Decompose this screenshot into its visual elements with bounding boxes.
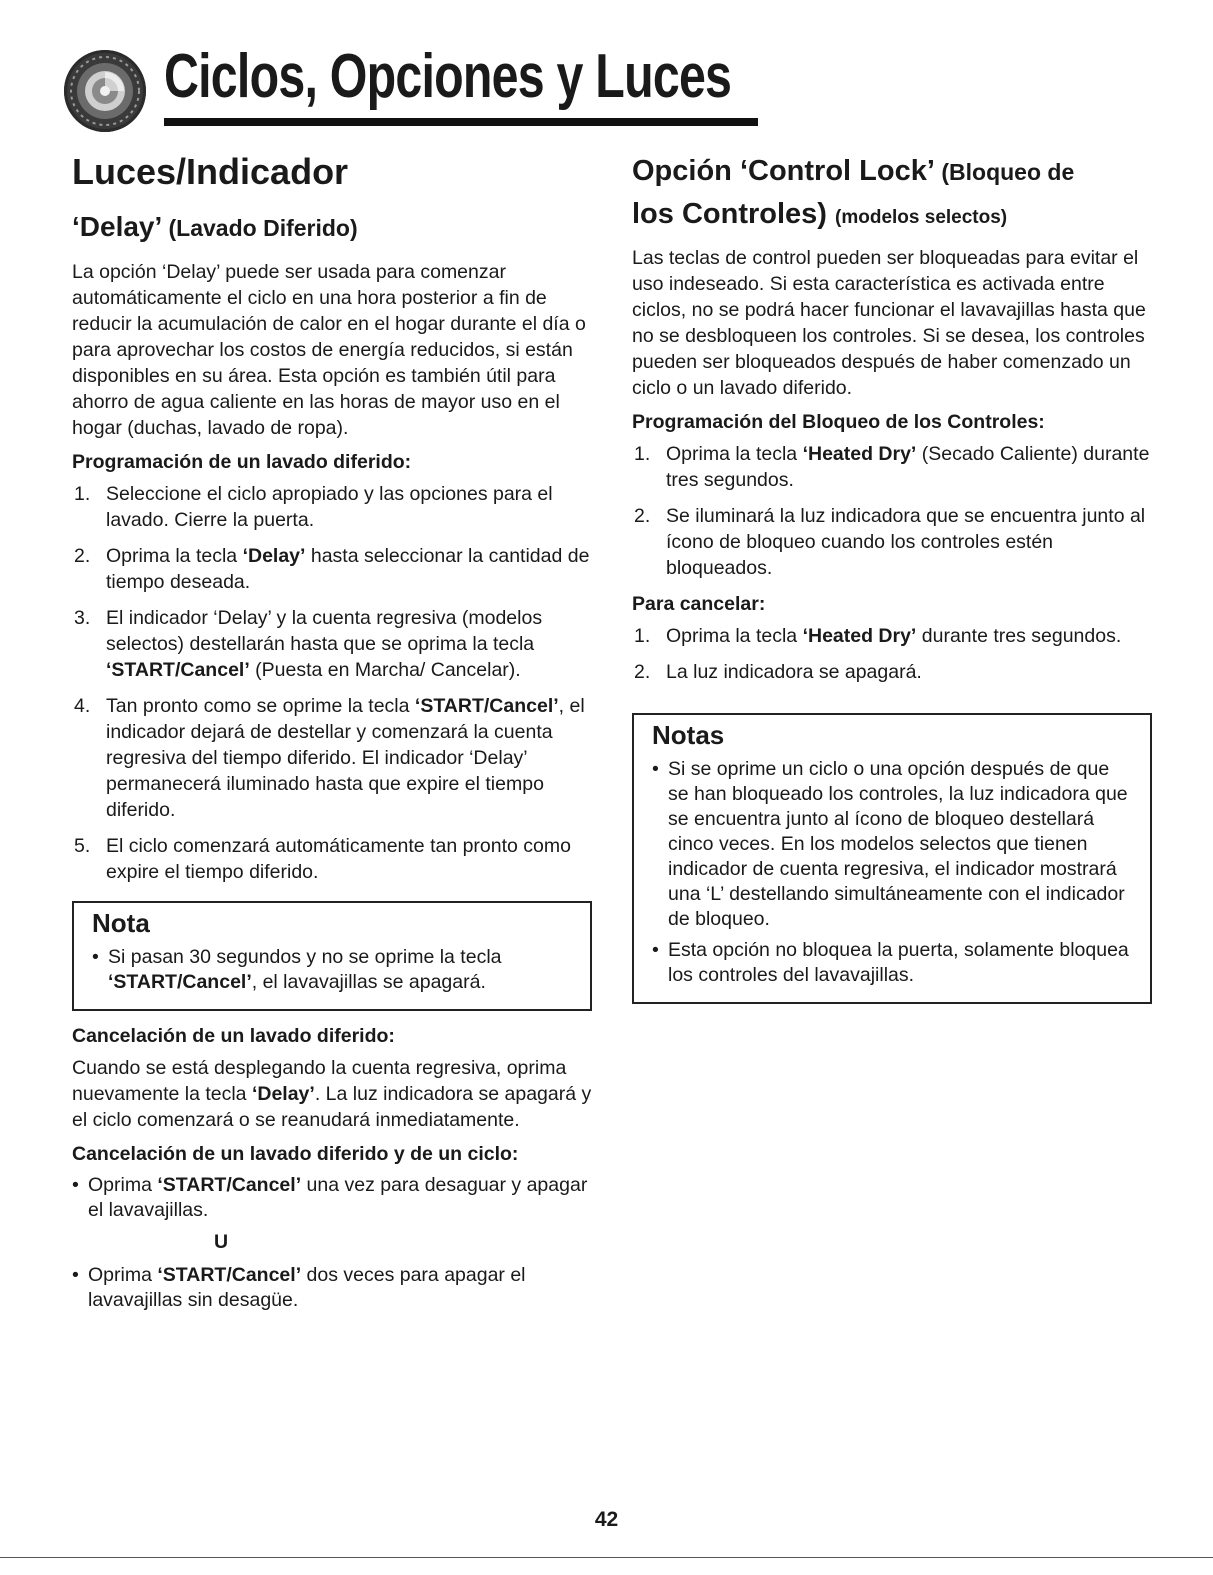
cancel-options-2 (72, 1263, 592, 1313)
control-lock-program-label: Programación del Bloqueo de los Controles: (632, 411, 1045, 433)
page-title: Ciclos, Opciones y Luces (164, 42, 732, 111)
step-item: 5. El ciclo comenzará automáticamente tan pronto como expire el tiempo diferido. (74, 835, 571, 883)
step-item: 2. Oprima la tecla ‘Delay’ hasta seleccionar la cantidad de tiempo deseada. (74, 545, 590, 593)
or-separator: U (214, 1231, 229, 1253)
delay-heading-main: ‘Delay’ (72, 211, 161, 242)
dishwasher-dial-icon (64, 50, 146, 132)
note-box (72, 901, 592, 1011)
control-lock-heading-paren: (Bloqueo de (941, 159, 1075, 185)
step-item: 3. El indicador ‘Delay’ y la cuenta regresiva (modelos selectos) destellarán hasta que se oprima la tecla ‘START/Cancel’ (Puesta en Marcha/ Cancelar). (74, 607, 543, 681)
delay-cancel-text: Cuando se está desplegando la cuenta regresiva, oprima nuevamente la tecla ‘Delay’. La luz indicadora se apagará y el ciclo comenzará o se reanudará inmediatamente. (72, 1057, 592, 1131)
right-column (632, 150, 1152, 1016)
step-item: 2. La luz indicadora se apagará. (634, 661, 922, 683)
bottom-rule (0, 1557, 1213, 1558)
notes-box (632, 713, 1152, 1004)
delay-cycle-cancel-label: Cancelación de un lavado diferido y de un ciclo: (72, 1143, 519, 1165)
control-lock-cancel-steps (632, 623, 1152, 685)
step-item: 1. Oprima la tecla ‘Heated Dry’ (Secado Caliente) durante tres segundos. (634, 443, 1150, 491)
delay-steps (72, 481, 592, 885)
control-lock-heading (632, 150, 1152, 239)
control-lock-heading-line2: los Controles) (632, 198, 827, 230)
note-title: Nota (92, 908, 150, 938)
title-underline (164, 118, 758, 126)
delay-program-label: Programación de un lavado diferido: (72, 451, 412, 473)
control-lock-steps (632, 441, 1152, 581)
step-item: 1. Seleccione el ciclo apropiado y las opciones para el lavado. Cierre la puerta. (74, 483, 553, 531)
control-lock-cancel-label: Para cancelar: (632, 593, 766, 615)
list-item: • Si pasan 30 segundos y no se oprime la tecla ‘START/Cancel’, el lavavajillas se apagará. (92, 946, 502, 993)
left-column (72, 150, 592, 1319)
delay-heading-paren: (Lavado Diferido) (168, 215, 358, 241)
step-item: 2. Se iluminará la luz indicadora que se encuentra junto al ícono de bloqueo cuando los controles estén bloqueados. (634, 505, 1146, 579)
delay-intro: La opción ‘Delay’ puede ser usada para comenzar automáticamente el ciclo en una hora posterior a fin de reducir la acumulación de calor en el hogar durante el día o para aprovechar los costos de energía reducidos, si están disponibles en su área. Esta opción es también útil para ahorro de agua caliente en las horas de mayor uso en el hogar (duchas, lavado de ropa). (72, 261, 586, 439)
delay-cancel-label: Cancelación de un lavado diferido: (72, 1025, 395, 1047)
control-lock-heading-main: Opción ‘Control Lock’ (632, 155, 934, 187)
cancel-options (72, 1173, 592, 1223)
control-lock-intro: Las teclas de control pueden ser bloqueadas para evitar el uso indeseado. Si esta característica es activada entre ciclos, no se podrá hacer funcionar el lavavajillas hasta que no se desbloqueen los controles. Si se desea, los controles pueden ser bloqueados después de haber comenzado un ciclo o un lavado diferido. (632, 247, 1146, 399)
list-item: • Oprima ‘START/Cancel’ una vez para desaguar y apagar el lavavajillas. (72, 1174, 588, 1221)
notes-list (652, 757, 1134, 988)
delay-heading (72, 210, 592, 245)
list-item: • Oprima ‘START/Cancel’ dos veces para apagar el lavavajillas sin desagüe. (72, 1264, 526, 1311)
list-item: • Esta opción no bloquea la puerta, solamente bloquea los controles del lavavajillas. (652, 939, 1129, 986)
page-number: 42 (594, 1508, 619, 1531)
page-header (64, 40, 732, 130)
list-item: • Si se oprime un ciclo o una opción después de que se han bloqueado los controles, la luz indicadora que se encuentra junto al ícono de bloqueo destellará cinco veces. En los modelos selectos que tienen indicador de cuenta regresiva, el indicador mostrará una ‘L’ destellando simultáneamente con el indicador de bloqueo. (652, 758, 1128, 930)
step-item: 1. Oprima la tecla ‘Heated Dry’ durante tres segundos. (634, 625, 1122, 647)
note-list (92, 945, 574, 995)
step-item: 4. Tan pronto como se oprime la tecla ‘START/Cancel’, el indicador dejará de destellar y comenzará la cuenta regresiva del tiempo diferido. El indicador ‘Delay’ permanecerá iluminado hasta que expire el tiempo diferido. (74, 695, 585, 821)
notes-title: Notas (652, 720, 725, 750)
control-lock-heading-models: (modelos selectos) (835, 207, 1008, 228)
section-title-lights: Luces/Indicador (72, 151, 349, 192)
